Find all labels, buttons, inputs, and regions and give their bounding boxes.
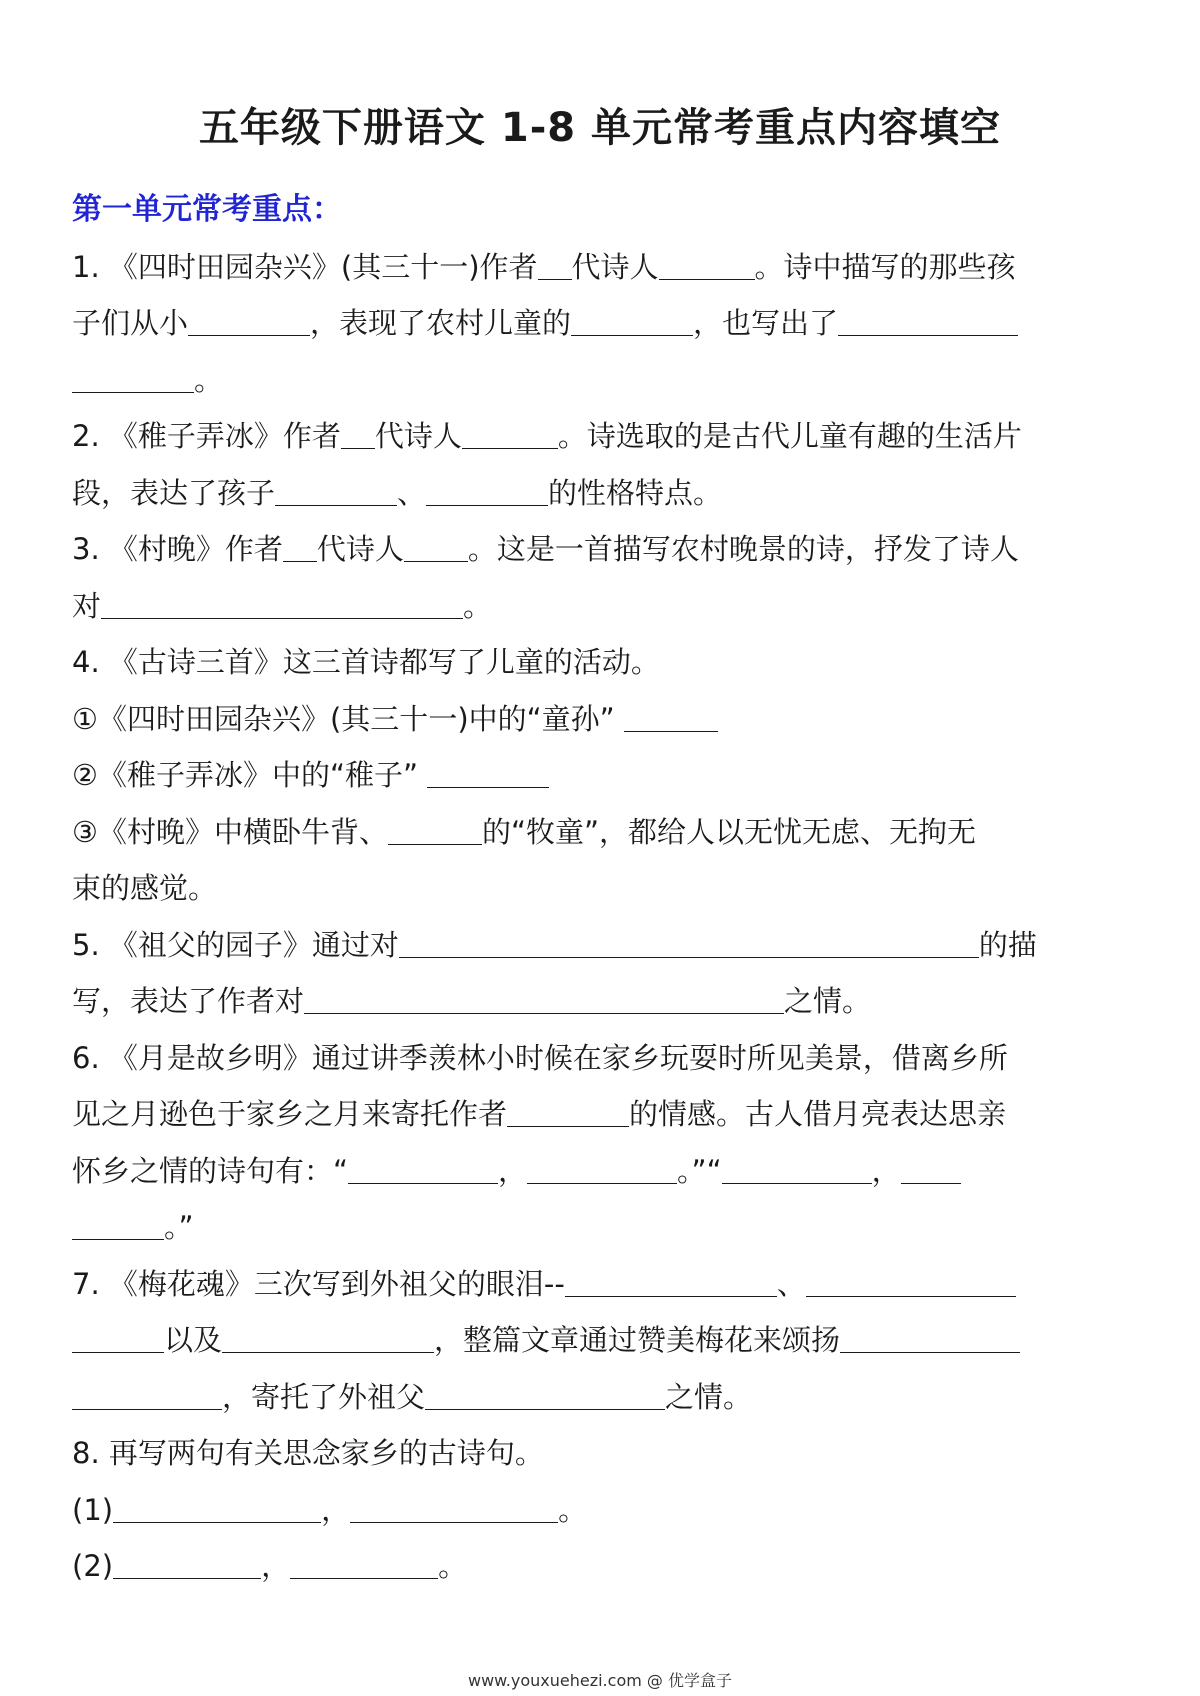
blank[interactable] xyxy=(399,929,979,958)
blank[interactable] xyxy=(840,1325,1020,1354)
question-8: 8. 再写两句有关思念家乡的古诗句。 (1) ， 。 (2) ， 。 xyxy=(72,1436,588,1583)
question-1: 1. 《四时田园杂兴》(其三十一)作者 代诗人 。诗中描写的那些孩 子们从小 ，表现了农村儿童的 ，也写出了 。 xyxy=(72,239,1132,409)
blank[interactable] xyxy=(659,251,755,280)
blank[interactable] xyxy=(72,364,194,393)
blank[interactable] xyxy=(290,1551,438,1580)
blank[interactable] xyxy=(527,1155,677,1184)
blank[interactable] xyxy=(113,1551,261,1580)
blank[interactable] xyxy=(838,308,1018,337)
blank[interactable] xyxy=(425,1381,665,1410)
blank[interactable] xyxy=(101,590,463,619)
blank[interactable] xyxy=(722,1155,872,1184)
blank[interactable] xyxy=(72,1212,164,1241)
blank[interactable] xyxy=(427,760,549,789)
blank[interactable] xyxy=(341,421,375,450)
blank[interactable] xyxy=(348,1155,498,1184)
page-title: 五年级下册语文 1-8 单元常考重点内容填空 xyxy=(198,105,1002,151)
blank[interactable] xyxy=(304,986,784,1015)
blank[interactable] xyxy=(565,1268,777,1297)
blank[interactable] xyxy=(222,1325,434,1354)
blank[interactable] xyxy=(283,534,317,563)
blank[interactable] xyxy=(404,534,468,563)
blank[interactable] xyxy=(462,421,558,450)
blank[interactable] xyxy=(624,703,718,732)
question-5: 5. 《祖父的园子》通过对 的描 写，表达了作者对 之情。 xyxy=(72,927,1037,1018)
question-3: 3. 《村晚》作者 代诗人 。这是一首描写农村晚景的诗，抒发了诗人 对 。 xyxy=(72,532,1019,623)
blank[interactable] xyxy=(538,251,572,280)
blank[interactable] xyxy=(72,1381,222,1410)
footer-watermark: www.youxuehezi.com @ 优学盒子 xyxy=(468,1671,732,1690)
blank[interactable] xyxy=(113,1494,321,1523)
question-4: 4. 《古诗三首》这三首诗都写了儿童的活动。 ①《四时田园杂兴》(其三十一)中的“童孙” ②《稚子弄冰》中的“稚子” ③《村晚》中横卧牛背、 的“牧童”，都给人以无忧无虑、无拘无 束的感觉。 xyxy=(72,645,977,905)
question-6: 6. 《月是故乡明》通过讲季羡林小时候在家乡玩耍时所见美景，借离乡所 见之月逊色于家乡之月来寄托作者 的情感。古人借月亮表达思亲 怀乡之情的诗句有：“ ， 。”“ ， 。” xyxy=(72,1040,1008,1244)
blank[interactable] xyxy=(426,477,548,506)
blank[interactable] xyxy=(188,308,310,337)
blank[interactable] xyxy=(388,816,482,845)
section-heading: 第一单元常考重点： xyxy=(72,192,342,227)
blank[interactable] xyxy=(72,1325,164,1354)
blank[interactable] xyxy=(806,1268,1016,1297)
blank[interactable] xyxy=(507,1099,629,1128)
blank[interactable] xyxy=(350,1494,558,1523)
worksheet-content xyxy=(72,182,1132,1595)
blank[interactable] xyxy=(901,1155,961,1184)
blank[interactable] xyxy=(275,477,397,506)
blank[interactable] xyxy=(571,308,693,337)
question-7: 7. 《梅花魂》三次写到外祖父的眼泪-- 、 以及 ，整篇文章通过赞美梅花来颂扬 ，寄托了外祖父 之情。 xyxy=(72,1256,1132,1426)
question-2: 2. 《稚子弄冰》作者 代诗人 。诗选取的是古代儿童有趣的生活片 段，表达了孩子 、 的性格特点。 xyxy=(72,419,1022,510)
